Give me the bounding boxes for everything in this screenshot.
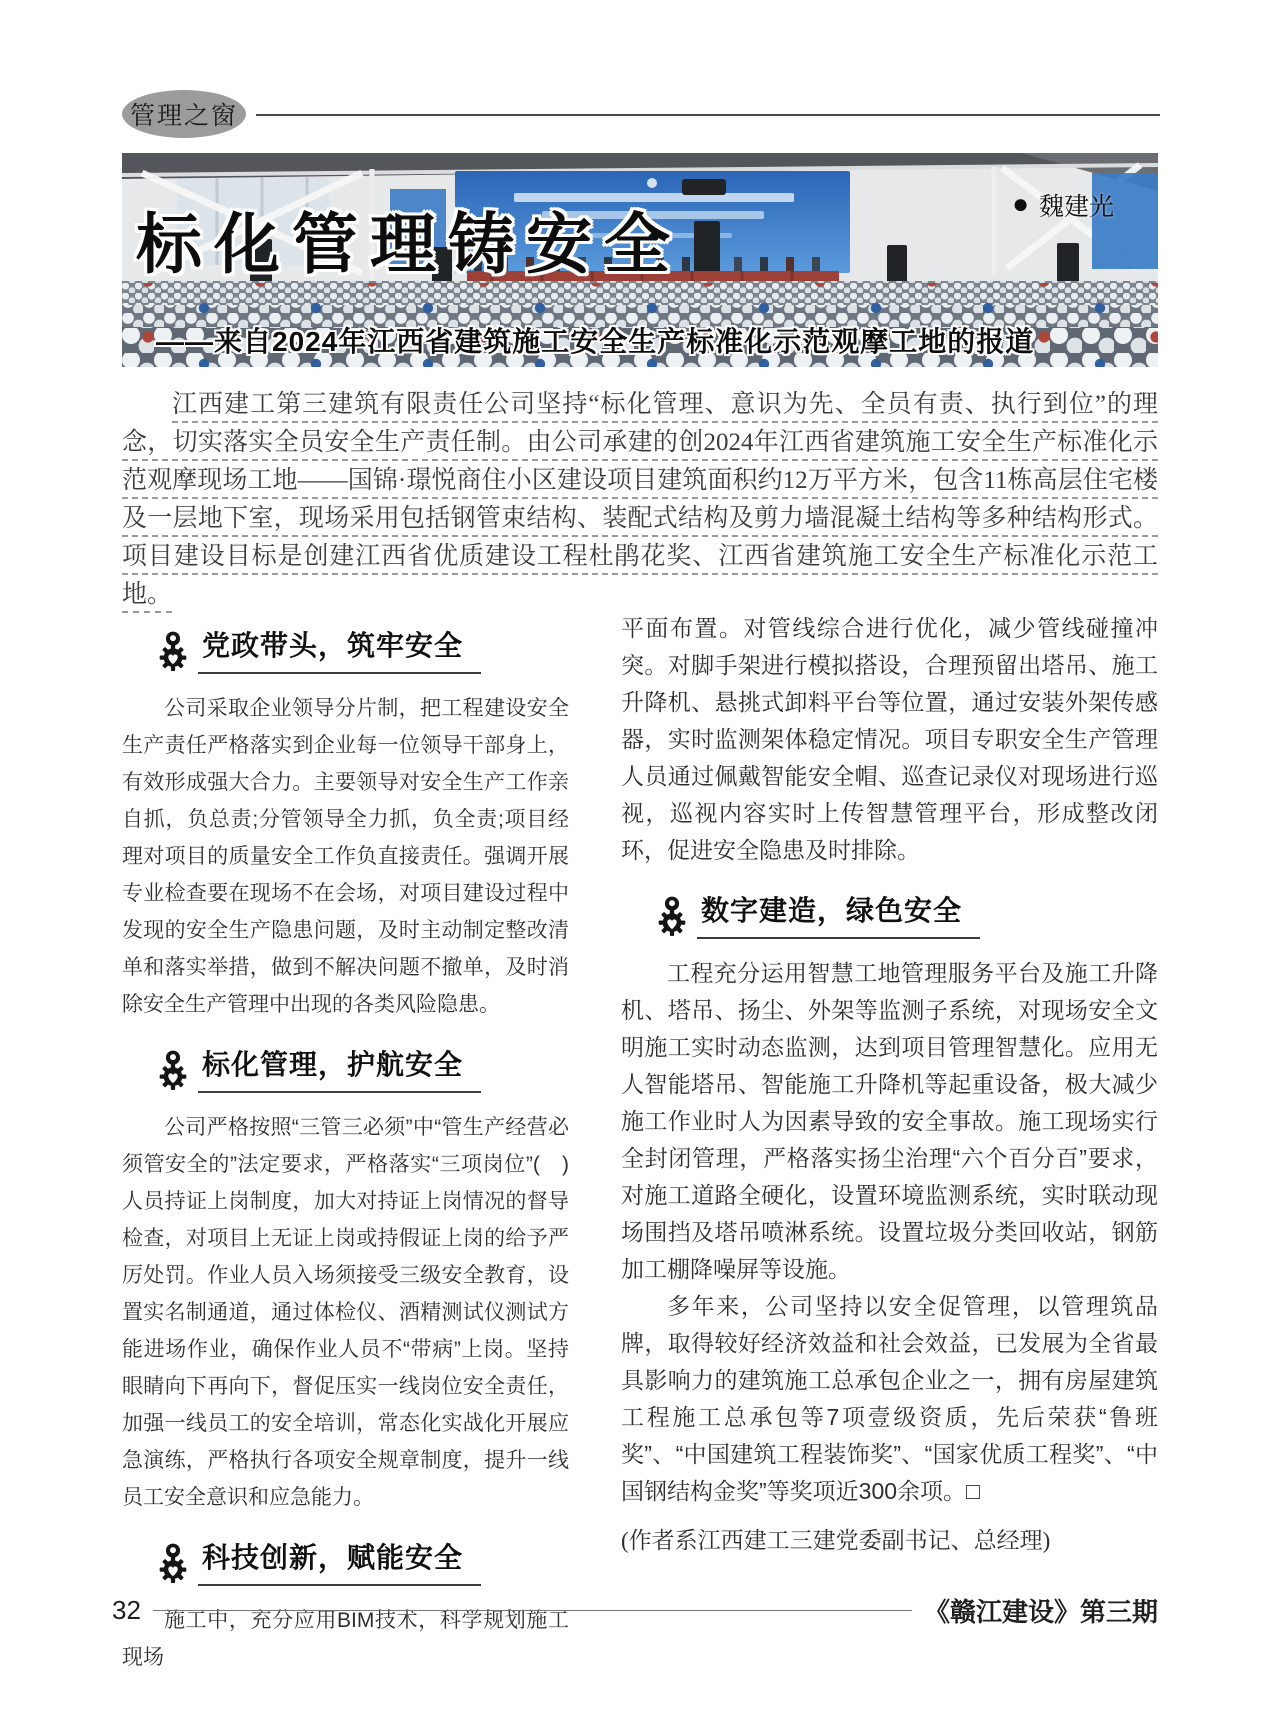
body-paragraph: 公司采取企业领导分片制，把工程建设安全生产责任严格落实到企业每一位领导干部身上，有效形成强大合力。主要领导对安全生产工作亲自抓，负总责;分管领导全力抓，负全责;项目经理对项目的质量安全工作负直接责任。强调开展专业检查要在现场不在会场，对项目建设过程中发现的安全生产隐患问题，及时主动制定整改清单和落实举措，做到不解决问题不撤单，及时消除安全生产管理中出现的各类风险隐患。 — [122, 697, 569, 1016]
section-heading-4 — [655, 889, 1158, 939]
journal-issue: 《赣江建设》第三期 — [923, 1597, 1158, 1627]
gear-pin-icon — [156, 1542, 190, 1584]
gear-pin-icon — [156, 1049, 190, 1091]
author-note: (作者系江西建工三建党委副书记、总经理) — [621, 1528, 1051, 1553]
body-paragraph: 多年来，公司坚持以安全促管理，以管理筑品牌，取得较好经济效益和社会效益，已发展为全省最具影响力的建筑施工总承包企业之一，拥有房屋建筑工程施工总承包等7项壹级资质，先后荣获“鲁班奖”、“中国建筑工程装饰奖”、“国家优质工程奖”、“中国钢结构金奖”等奖项近300余项。□ — [621, 1293, 1158, 1504]
page-number: 32 — [112, 1595, 141, 1625]
bullet-icon: ● — [1012, 189, 1029, 220]
author-credit — [1012, 187, 1114, 223]
page-header — [122, 90, 1160, 138]
column-badge: 管理之窗 — [122, 90, 246, 138]
right-column — [621, 610, 1158, 1676]
header-rule — [256, 114, 1160, 116]
section-heading-1 — [156, 624, 569, 674]
section-heading-text: 党政带头，筑牢安全 — [198, 624, 481, 674]
article-title: 标化管理铸安全 — [136, 207, 682, 281]
hero-section — [122, 153, 1158, 367]
section-heading-text: 数字建造，绿色安全 — [697, 889, 980, 939]
section-heading-text: 科技创新，赋能安全 — [198, 1536, 481, 1586]
footer-rule — [153, 1610, 912, 1611]
page-footer — [112, 1592, 1158, 1629]
section-heading-3 — [156, 1536, 569, 1586]
section-heading-text: 标化管理，护航安全 — [198, 1043, 481, 1093]
body-paragraph-continuation: 平面布置。对管线综合进行优化，减少管线碰撞冲突。对脚手架进行模拟搭设，合理预留出塔吊、施工升降机、悬挑式卸料平台等位置，通过安装外架传感器，实时监测架体稳定情况。项目专职安全生产管理人员通过佩戴智能安全帽、巡查记录仪对现场进行巡视，巡视内容实时上传智慧管理平台，形成整改闭环，促进安全隐患及时排除。 — [621, 615, 1158, 863]
author-name: 魏建光 — [1038, 194, 1114, 221]
body-paragraph: 公司严格按照“三管三必须”中“管生产经营必须管安全的”法定要求，严格落实“三项岗位”( )人员持证上岗制度，加大对持证上岗情况的督导检查，对项目上无证上岗或持假证上岗的给予严厉处罚。作业人员入场须接受三级安全教育，设置实名制通道，通过体检仪、酒精测试仪测试方能进场作业，确保作业人员不“带病”上岗。坚持眼睛向下再向下，督促压实一线岗位安全责任，加强一线员工的安全培训，常态化实战化开展应急演练，严格执行各项安全规章制度，提升一线员工安全意识和应急能力。 — [122, 1116, 569, 1509]
intro-paragraph: 江西建工第三建筑有限责任公司坚持“标化管理、意识为先、全员有责、执行到位”的理念，切实落实全员安全生产责任制。由公司承建的创2024年江西省建筑施工安全生产标准化示范观摩现场工地——国锦·璟悦商住小区建设项目建筑面积约12万平方米，包含11栋高层住宅楼及一层地下室，现场采用包括钢管束结构、装配式结构及剪力墙混凝土结构等多种结构形式。项目建设目标是创建江西省优质建设工程杜鹃花奖、江西省建筑施工安全生产标准化示范工地。 — [122, 391, 1158, 608]
article-subtitle: ——来自2024年江西省建筑施工安全生产标准化示范观摩工地的报道 — [156, 326, 1035, 357]
section-heading-2 — [156, 1043, 569, 1093]
article-body — [122, 610, 1158, 1676]
gear-pin-icon — [156, 630, 190, 672]
body-paragraph: 施工中，充分应用BIM技术，科学规划施工现场 — [122, 1609, 569, 1669]
gear-pin-icon — [655, 895, 689, 937]
left-column — [122, 610, 569, 1676]
body-paragraph: 工程充分运用智慧工地管理服务平台及施工升降机、塔吊、扬尘、外架等监测子系统，对现场安全文明施工实时动态监测，达到项目管理智慧化。应用无人智能塔吊、智能施工升降机等起重设备，极大减少施工作业时人为因素导致的安全事故。施工现场实行全封闭管理，严格落实扬尘治理“六个百分百”要求，对施工道路全硬化，设置环境监测系统，实时联动现场围挡及塔吊喷淋系统。设置垃圾分类回收站，钢筋加工棚降噪屏等设施。 — [621, 960, 1158, 1282]
